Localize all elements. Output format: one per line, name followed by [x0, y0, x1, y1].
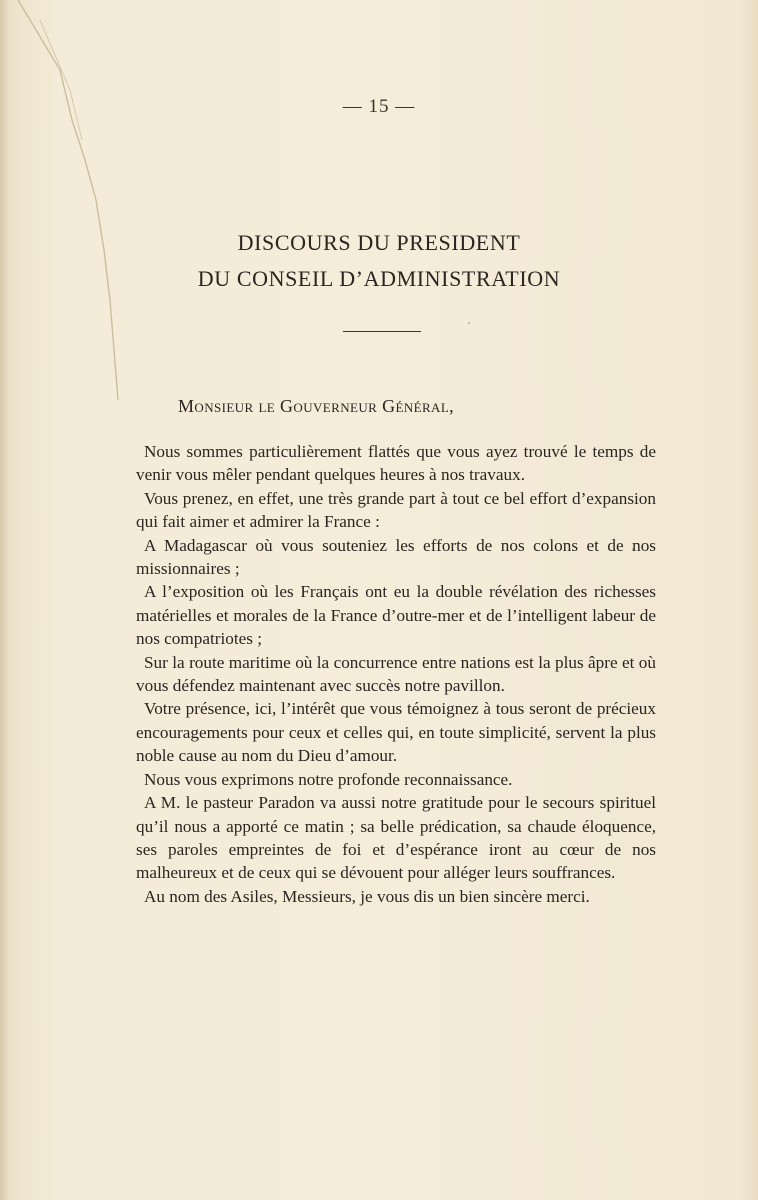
paragraph: A l’exposition où les Français ont eu la double révélation des richesses matérielles et morales de la France d’outre-mer et de l’intelligent labeur de nos compatriotes ;	[136, 582, 656, 649]
paragraph: A Madagascar où vous souteniez les efforts de nos colons et de nos missionnaires ;	[136, 535, 656, 579]
paragraph: A M. le pasteur Paradon va aussi notre gratitude pour le secours spirituel qu’il nous a apporté ce matin ; sa belle prédication, sa chaude éloquence, ses paroles empreintes de foi et d’espérance iront au cœur de nos malheureux et de ceux qui se dévouent pour alléger leurs souffrances.	[136, 793, 656, 883]
page-title-line-1: DISCOURS DU PRESIDENT	[237, 230, 521, 255]
page-title-line-2: DU CONSEIL D’ADMINISTRATION	[197, 266, 561, 291]
paragraph: Au nom des Asiles, Messieurs, je vous dis un bien sincère merci.	[144, 886, 590, 906]
speech-body	[136, 440, 656, 908]
page-spine-edge	[0, 0, 10, 1200]
paper-speck	[468, 322, 470, 324]
paper-crease	[0, 0, 140, 420]
page-number: — 15 —	[342, 96, 416, 117]
paragraph: Nous vous exprimons notre profonde reconnaissance.	[144, 769, 513, 789]
salutation: Monsieur le Gouverneur Général,	[178, 396, 455, 416]
paragraph: Vous prenez, en effet, une très grande part à tout ce bel effort d’expansion qui fait aimer et admirer la France :	[136, 488, 656, 532]
paragraph: Sur la route maritime où la concurrence entre nations est la plus âpre et où vous défendez maintenant avec succès notre pavillon.	[136, 652, 656, 696]
paragraph: Nous sommes particulièrement flattés que vous ayez trouvé le temps de venir vous mêler pendant quelques heures à nos travaux.	[136, 442, 656, 485]
paragraph: Votre présence, ici, l’intérêt que vous témoignez à tous seront de précieux encouragements pour ceux et celles qui, en toute simplicité, servent la plus noble cause au nom du Dieu d’amour.	[136, 699, 656, 766]
title-divider	[343, 331, 421, 332]
